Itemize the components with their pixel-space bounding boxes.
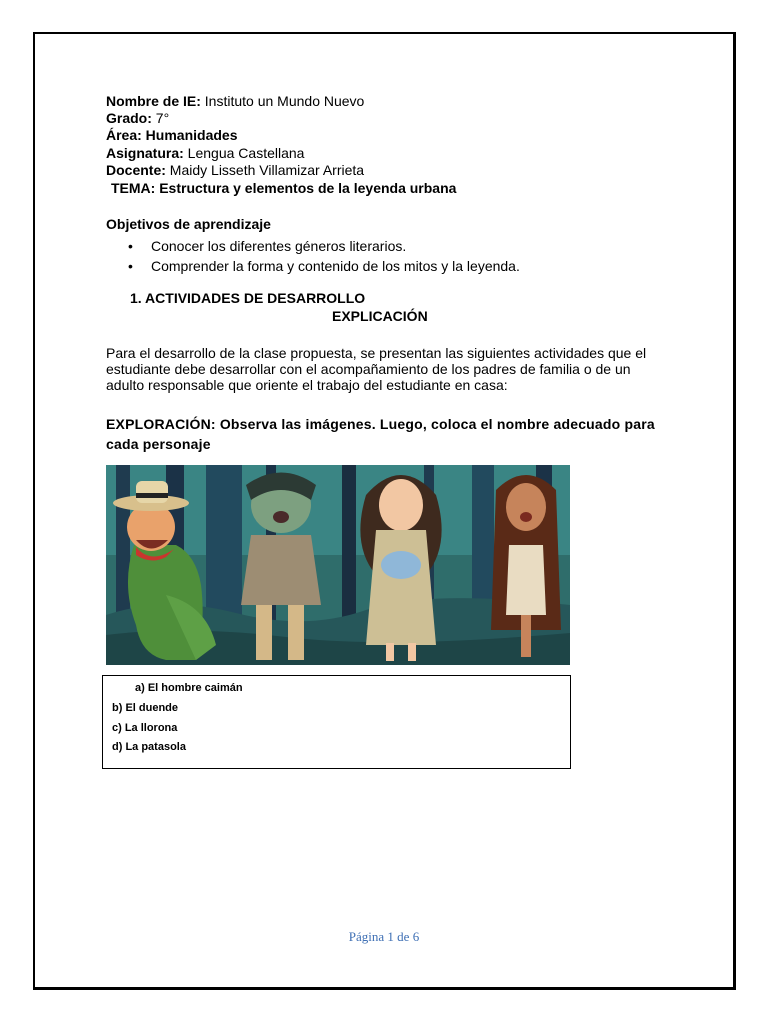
answer-item: d) La patasola: [112, 741, 186, 753]
answer-box: [102, 675, 571, 769]
docente-line: [106, 162, 364, 179]
asignatura-line: [106, 145, 304, 162]
tema-text: TEMA: Estructura y elementos de la leyenda urbana: [111, 180, 457, 196]
patasola-figure: [491, 475, 561, 657]
section-subheading: EXPLICACIÓN: [332, 308, 428, 324]
objective-item: • Comprender la forma y contenido de los mitos y la leyenda.: [128, 256, 520, 276]
section-heading: 1. ACTIVIDADES DE DESARROLLO: [130, 290, 366, 306]
grado-label: Grado:: [106, 110, 152, 126]
grado-value: 7°: [151, 110, 170, 126]
answer-item: b) El duende: [112, 702, 178, 714]
ie-value: Instituto un Mundo Nuevo: [200, 93, 365, 109]
asignatura-value: Lengua Castellana: [183, 145, 305, 161]
ie-label: Nombre de IE:: [106, 93, 201, 109]
answer-item: c) La llorona: [112, 722, 178, 734]
answer-item: a) El hombre caimán: [135, 682, 243, 694]
tema-line: [111, 180, 456, 197]
asignatura-label: Asignatura:: [106, 145, 184, 161]
grado-line: [106, 110, 169, 127]
objectives-title: Objetivos de aprendizaje: [106, 216, 271, 232]
docente-value: Maidy Lisseth Villamizar Arrieta: [165, 162, 365, 178]
exploration-instruction: EXPLORACIÓN: Observa las imágenes. Luego, coloca el nombre adecuado para cada personaje: [106, 416, 655, 452]
objective-item: • Conocer los diferentes géneros literarios.: [128, 236, 520, 256]
area-line: [106, 127, 237, 144]
ie-line: [106, 93, 364, 110]
llorona-figure: [360, 475, 441, 661]
docente-label: Docente:: [106, 162, 166, 178]
area-label: Área: Humanidades: [106, 127, 238, 143]
page-number: Página 1 de 6: [348, 929, 420, 944]
legend-characters-illustration: [106, 465, 570, 665]
forest-scene-image: [106, 465, 570, 665]
intro-paragraph: Para el desarrollo de la clase propuesta, se presentan las siguientes actividades que el estudiante debe desarrollar con el acompañamiento de los padres de familia o de un adulto responsable que oriente el trabajo del estudiante en casa:: [106, 345, 647, 393]
objectives-list: [128, 236, 520, 276]
